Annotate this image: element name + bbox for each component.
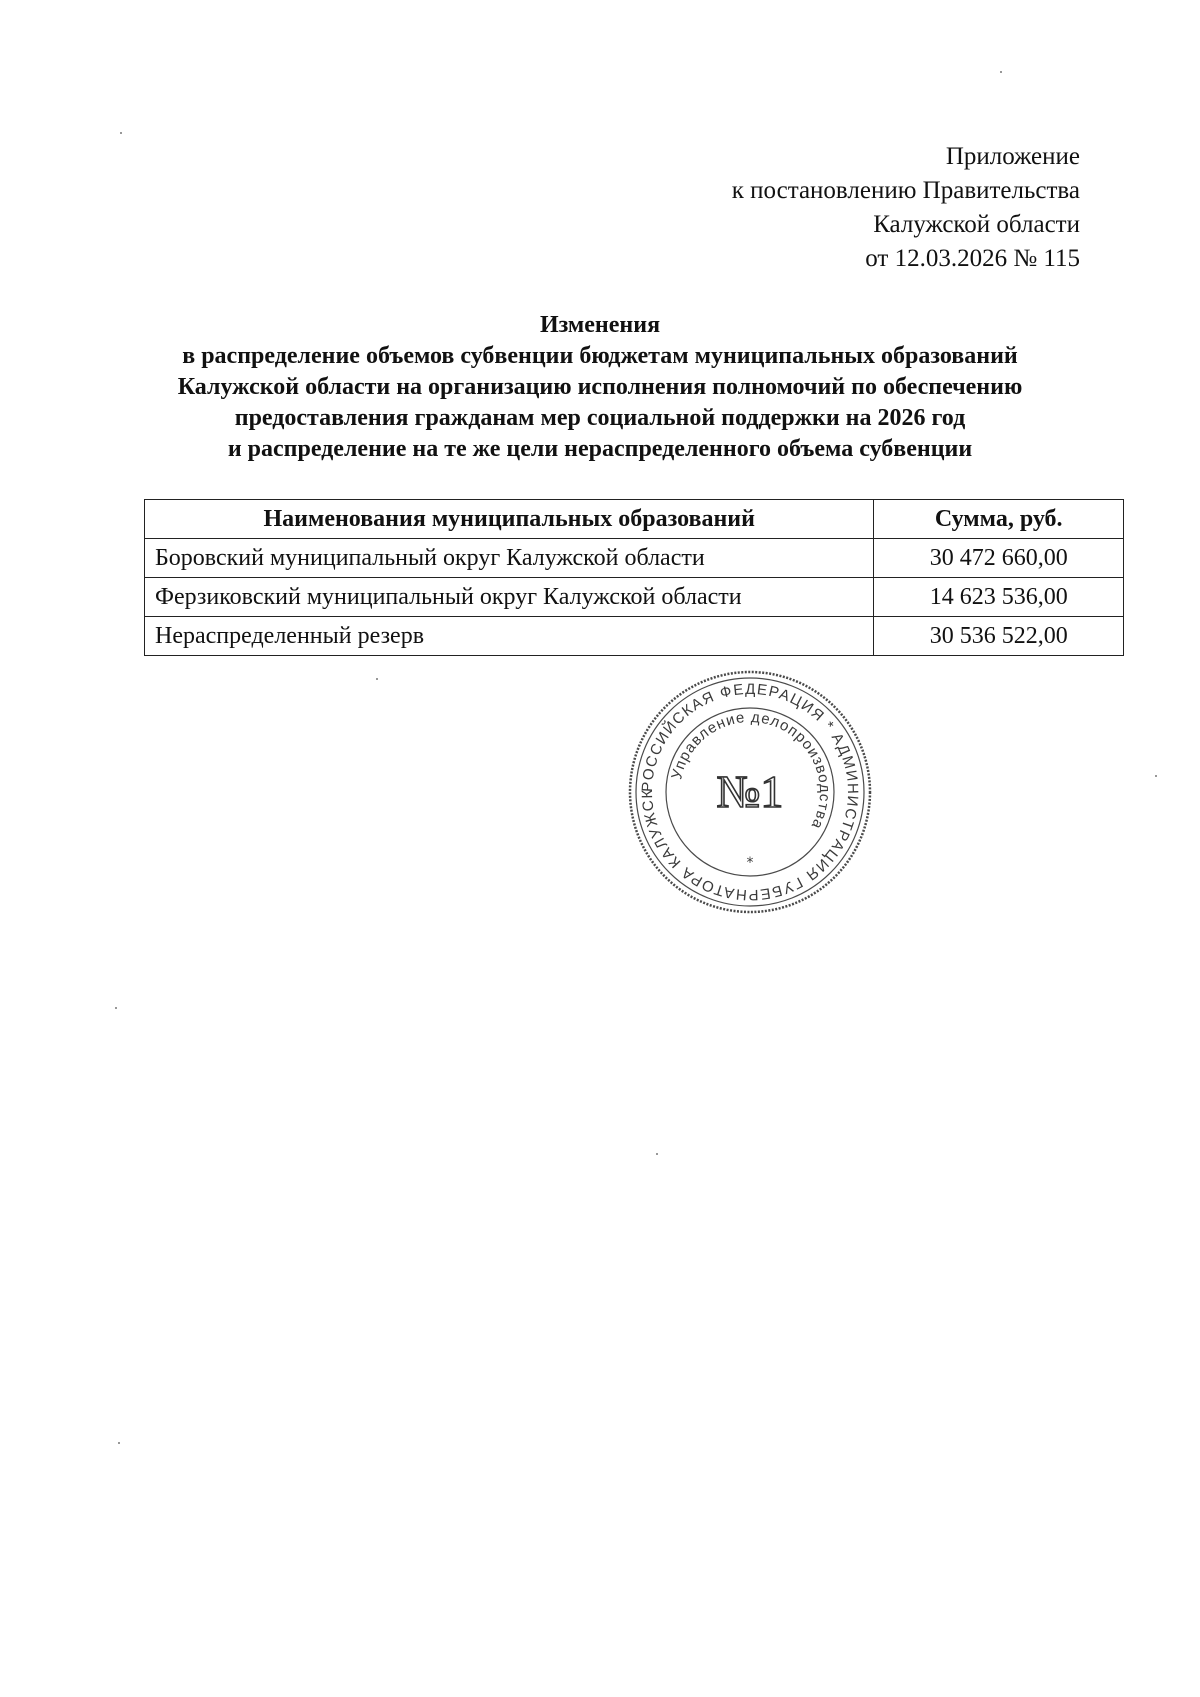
allocation-table (144, 499, 1124, 656)
appendix-line-4: от 12.03.2026 № 115 (865, 245, 1080, 272)
title-line-4: предоставления гражданам мер социальной поддержки на 2026 год (234, 405, 966, 431)
appendix-line-3: Калужской области (873, 211, 1080, 238)
scan-speck (1000, 71, 1002, 73)
table-header-row (145, 500, 1124, 539)
title-line-1: Изменения (539, 312, 661, 338)
appendix-header (732, 140, 1080, 276)
document-title (100, 310, 1100, 465)
official-seal (625, 667, 875, 917)
row-name: Ферзиковский муниципальный округ Калужской области (145, 578, 874, 617)
table-row (145, 578, 1124, 617)
scan-speck (1155, 775, 1157, 777)
row-name: Боровский муниципальный округ Калужской области (145, 539, 874, 578)
seal-star-icon: * (746, 855, 754, 871)
scan-speck (376, 678, 378, 680)
row-sum: 30 472 660,00 (874, 539, 1124, 578)
row-sum: 30 536 522,00 (874, 617, 1124, 656)
seal-graphic (625, 667, 875, 917)
seal-number: №1 (716, 766, 784, 817)
header-municipality: Наименования муниципальных образований (145, 500, 874, 539)
table-row (145, 539, 1124, 578)
row-name: Нераспределенный резерв (145, 617, 874, 656)
seal-inner-text: Управление делопроизводства (668, 708, 834, 833)
header-sum: Сумма, руб. (874, 500, 1124, 539)
appendix-line-2: к постановлению Правительства (731, 177, 1080, 204)
scan-speck (120, 132, 122, 134)
seal-outer-text: РОССИЙСКАЯ ФЕДЕРАЦИЯ * АДМИНИСТРАЦИЯ ГУБЕРНАТОРА КАЛУЖСК (638, 680, 862, 904)
scan-speck (118, 1442, 120, 1444)
table-row (145, 617, 1124, 656)
title-line-2: в распределение объемов субвенции бюджетам муниципальных образований (182, 343, 1018, 369)
scan-speck (115, 1007, 117, 1009)
scan-speck (656, 1153, 658, 1155)
row-sum: 14 623 536,00 (874, 578, 1124, 617)
appendix-line-1: Приложение (945, 143, 1080, 170)
title-line-5: и распределение на те же цели нераспределенного объема субвенции (227, 436, 973, 462)
title-line-3: Калужской области на организацию исполнения полномочий по обеспечению (177, 374, 1023, 400)
